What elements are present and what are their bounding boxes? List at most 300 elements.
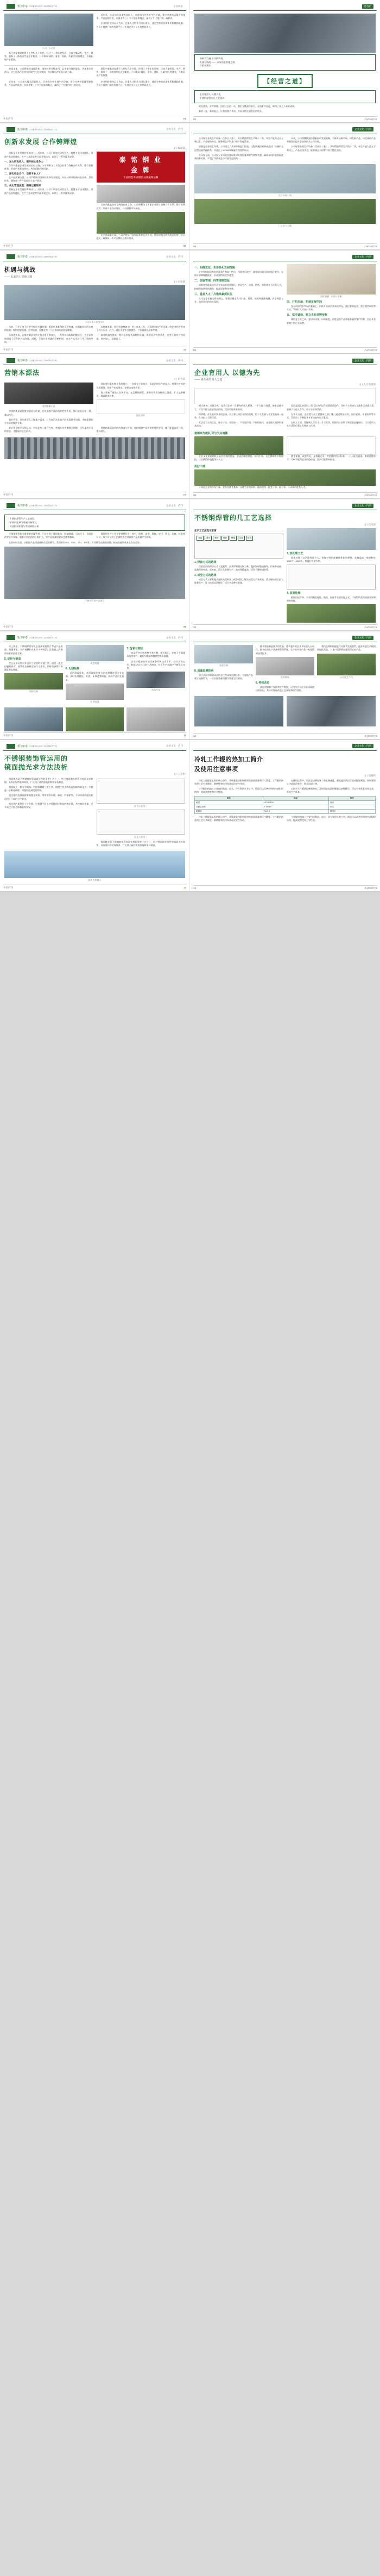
page-footer	[193, 116, 377, 121]
masthead-logo	[7, 358, 58, 363]
footer-right: ZHONGTAI	[364, 886, 377, 889]
figure-caption: 焊接设备	[29, 690, 38, 693]
footer-left: 中泰内刊	[3, 886, 13, 889]
photo-welding-line	[287, 528, 376, 550]
paragraph: 在产品质量方面，公司严格执行国家标准和行业规范，从原材料采购到成品出库，层层把关，确保每一件产品都符合客户要求。	[4, 176, 93, 183]
logo-mark	[7, 744, 15, 749]
footer-right: ZHONGTAI	[364, 117, 377, 121]
page-number: 04	[193, 245, 197, 248]
running-head	[193, 126, 377, 134]
logo-mark	[7, 503, 15, 508]
section-badge: 企业文化 · 内刊	[352, 127, 373, 131]
figure-caption: 检测仪器	[90, 700, 99, 703]
figure-caption: 成品库区	[151, 688, 161, 692]
paragraph: 在产品质量方面，公司严格执行国家标准和行业规范，从原材料采购到成品出库，层层把关，确保每一件产品都符合客户要求。	[96, 233, 185, 240]
masthead-logo	[7, 254, 58, 259]
page-body	[190, 365, 380, 498]
photo-office-building	[194, 199, 376, 224]
spread-4	[0, 354, 380, 499]
photo-line-3	[126, 707, 185, 731]
section-badge: 企业文化 · 内刊	[352, 744, 373, 748]
paragraph: 公司现有各类生产设备二百余台（套），其中精密焊管生产线十二条，年生产能力达五万吨以上，产品规格齐全，能够满足不同客户的个性化需求。	[287, 145, 376, 152]
table-cell: ≥ 15mm	[263, 805, 328, 809]
photo-product	[97, 185, 186, 203]
section-heading: 6. 无损检测	[65, 667, 80, 671]
flow-step: 检验	[246, 536, 253, 541]
paragraph: 抛光轮的选择直接影响抛光效果。常用的有布轮、麻轮、纤维轮等，不同材质的抛光轮适用于不同的工序阶段。	[4, 794, 93, 800]
section-badge: 企业文化 · 内刊	[352, 504, 373, 508]
page-number: 02	[193, 117, 197, 121]
figure-caption: 不锈钢管材产品展示	[85, 599, 105, 602]
footer-left: 中泰内刊	[3, 348, 13, 352]
photo-dance-silhouette	[287, 436, 376, 455]
page-body	[0, 261, 189, 353]
paragraph: 在育人方面，企业要为员工提供成长的土壤。通过师徒结对、岗位轮换、专题培训等方式，帮助员工不断提升专业技能和综合素质。	[287, 412, 376, 419]
diagram-title: 生产工艺流程示意图	[194, 529, 217, 532]
page-number: 09	[183, 625, 186, 629]
page-05	[0, 250, 190, 353]
byline: 文 / 编辑部	[173, 147, 185, 150]
paragraph: 德才兼备、以德为先，是我们企业一贯坚持的用人标准。一个人能力再强，如果品德有亏，不仅不能为企业创造价值，反而可能带来损害。	[194, 404, 283, 411]
figure-caption: 团队协作	[136, 414, 145, 417]
page-number: 10	[193, 626, 197, 629]
paragraph: 第三要善于借助工具和平台。在互联网时代，要充分利用各种线上渠道，扩大品牌曝光，提高获客效率。	[96, 391, 185, 397]
flow-step: 校平	[205, 536, 212, 541]
byline: 文 / 技术部	[364, 523, 376, 526]
paragraph: 营销的本质是价值的创造与传递。任何脱离产品价值的营销手段，都只能是昙花一现，难以持久。	[4, 410, 93, 416]
section-badge: 企业文化 · 内刊	[352, 255, 373, 259]
photo-handshake	[194, 14, 376, 53]
paragraph: 其次要注重长期关系的建立。一次成交不是终点，而是长期合作的起点。要通过持续的优质服务，把客户变成朋友，把朋友变成伙伴。	[96, 383, 185, 389]
table-header: 项目	[195, 796, 263, 800]
section-heading: 用好干部	[194, 465, 206, 468]
publication-name: 浙江中泰	[17, 128, 28, 131]
table-cell: 淬硬层深度	[195, 805, 263, 809]
flow-step: 纵剪	[213, 536, 220, 541]
figure-caption: 公司厂区全景	[42, 47, 55, 49]
paragraph: 定径是保证管材外径尺寸精度的关键工序。通过一组定径辊的挤压，使管坯达到规定的尺寸要求，同时改善管材的圆度和直线度。	[4, 661, 63, 672]
figure-caption: 营销策略示意	[42, 405, 55, 408]
paragraph: 近年来，公司加大技术改造投入，引进国内外先进生产设备，建立完善的质量管理体系，产品远销欧美、东南亚等三十多个国家和地区，赢得了广大客户的一致好评。	[4, 80, 93, 87]
publication-name-en: ZHEJIANG ZHONGTAI	[29, 744, 58, 748]
page-09	[0, 499, 190, 630]
page-footer	[3, 624, 186, 629]
page-number: 08	[193, 494, 197, 497]
running-head	[3, 502, 186, 510]
page-number: 11	[183, 734, 186, 737]
page-body	[190, 134, 380, 237]
paragraph: 我们也将积极跟进行业技术发展趋势，逐步推进生产线的智能化改造，为客户提供更加优质稳定的产品。	[317, 645, 376, 651]
photo-products	[287, 696, 376, 726]
spec-table	[194, 796, 376, 814]
page-footer	[3, 347, 186, 352]
running-head	[193, 2, 377, 11]
photo-factory	[4, 14, 93, 46]
paragraph: 合作共赢是企业发展的必由之路。公司积极与上下游企业建立战略合作关系，整合资源优势，形成产业联动效应，共同抵御市场风险。	[4, 164, 93, 170]
section-badge: 卷首语	[362, 4, 374, 9]
paragraph: 焊管的生产工艺主要包括开卷、校平、纵剪、成型、焊接、定径、矫直、切断、检验等环节。每个环节的工艺参数都会对最终产品质量产生影响。	[96, 532, 185, 539]
article-title: 机遇与挑战	[4, 267, 36, 274]
paragraph: 采用涡流探伤、超声波探伤等方法对焊缝进行全长检测，及时发现裂纹、夹渣、未焊透等缺陷，确保产品内在质量。	[65, 672, 124, 681]
paragraph: 随着智能制造技术的发展，越来越多的企业开始引入自动化、数字化的生产装备和管理系统，生产效率和产品一致性得到显著提升。	[256, 645, 314, 655]
section-heading: 2. 成型方式的选择	[194, 573, 217, 577]
footer-left: 中泰内刊	[3, 734, 13, 737]
page-02	[190, 0, 380, 122]
byline: 文 / 人力资源部	[359, 383, 376, 386]
spread-3	[0, 250, 380, 354]
paragraph: 从机遇来看，国家对制造业的支持力度不断加大，一系列扶持政策相继出台，为企业发展创造了良好的外部环境。同时，下游应用领域的不断拓展，也为产品市场打开了新的空间。	[4, 334, 93, 343]
section-heading: 五、坚守诚信，树立良好品牌形象	[287, 314, 328, 317]
table-cell: 硬度	[195, 800, 263, 805]
toc-box	[194, 54, 376, 71]
page-number: 03	[183, 245, 186, 248]
page-footer	[193, 243, 377, 248]
subheading: 三、优化管理流程，提高运营效率	[4, 184, 41, 187]
logo-mark	[7, 4, 15, 9]
footer-right: ZHONGTAI	[364, 626, 377, 629]
photo-line-1	[4, 707, 63, 731]
table-header: 备注	[328, 796, 375, 800]
publication-name: 浙江中泰	[17, 5, 28, 8]
page-body	[190, 11, 380, 122]
brand-line-2: 金 牌	[131, 166, 151, 174]
section-heading: 9. 持续改进	[256, 681, 270, 685]
figure-caption: 抛光示意图二	[134, 835, 148, 838]
page-14	[190, 740, 380, 891]
section-heading: 8. 质量追溯体系	[194, 669, 214, 673]
photo-farm	[194, 469, 376, 486]
paragraph: 从挑战来看，原材料价格波动、用工成本上升、环保要求趋严等因素，给企业经营带来了较大压力。此外，同行业竞争日趋激烈，产品同质化现象严重。	[96, 325, 185, 332]
logo-mark	[7, 358, 15, 363]
photo-interview	[4, 285, 185, 320]
page-footer	[193, 733, 377, 737]
page-footer	[193, 492, 377, 497]
paragraph: 所谓德，首先是对事业的忠诚。员工要认同企业的价值观，把个人发展与企业发展统一起来，在岗位上尽职尽责。	[194, 412, 283, 419]
paragraph: 建立从原材料到成品的全过程质量追溯体系，为每批产品建立质量档案，一旦出现质量问题可快速定位原因。	[194, 674, 253, 680]
footer-left: 中泰内刊	[3, 117, 13, 120]
section-heading: 四、开拓市场，拓展发展空间	[287, 300, 322, 304]
head-section: 企业文化 · 内刊	[166, 255, 183, 258]
running-head	[193, 634, 377, 642]
paragraph: 不锈钢焊管作为重要的金属管材，广泛应用于建筑装饰、机械制造、石油化工、食品医药等众多领域。随着应用范围的不断扩大，对产品质量的要求也越来越高。	[4, 532, 93, 539]
masthead-logo	[7, 4, 58, 9]
brand-line-3: 专业制造不锈钢管 品质赢得信赖	[123, 176, 159, 179]
publication-name: 浙江中泰	[17, 504, 28, 508]
page-body	[0, 751, 189, 891]
page-body	[0, 642, 189, 739]
section-heading: 3. 热处理工艺	[287, 551, 303, 555]
article-title-2: 及使用注意事项	[194, 766, 238, 773]
page-body	[0, 134, 189, 249]
spread-2	[0, 123, 380, 250]
table-row	[195, 800, 376, 805]
paragraph: 工作辊的热加工主要包括锻造、退火、淬火和回火等工序。锻造可以改善材料的内部组织结构，提高致密度和力学性能。	[287, 815, 376, 822]
publication-name-en: ZHEJIANG ZHONGTAI	[29, 255, 58, 259]
paragraph: 诚信是立业之本。要以诚待客、以质取胜，用优质的产品和服务赢得客户信赖，打造具有影响力的行业品牌。	[287, 318, 376, 324]
page-body	[190, 261, 380, 334]
publication-name: 浙江中泰	[17, 636, 28, 640]
paragraph: 面对机遇与挑战，我们必须保持清醒的头脑，既要看到有利条件，也要正视存在的困难，坚定信心，迎难而上。	[96, 334, 185, 340]
subheading: 二、深化校企合作，培育专业人才	[4, 172, 41, 176]
page-footer	[3, 492, 186, 497]
paragraph: 根据用途不同，可采用酸洗钝化、抛光、拉丝等表面处理方式，以获得所需的表面效果和耐蚀性能。	[287, 596, 376, 603]
photo-pipe-stack	[4, 547, 185, 599]
bullet-item: · 不锈钢焊管生产工艺流程	[8, 517, 35, 521]
toc-item[interactable]: · 创新求发展 合作铸辉煌	[198, 57, 223, 60]
paragraph: 固溶处理可以消除焊接应力，恢复材料的耐腐蚀性能和塑性。处理温度一般控制在1050℃～1120℃，保温后快速冷却。	[287, 556, 376, 562]
section-heading: 二、加强管理，向管理要效益	[194, 279, 230, 283]
paragraph: 目前常用的焊接方式有氩弧焊、高频焊和激光焊三种。氩弧焊焊缝质量好，但效率较低；高频焊效率高、成本低，适合大批量生产；激光焊精度高，适用于薄壁精密管。	[194, 565, 283, 571]
diagram-polish-1	[97, 779, 186, 804]
page-13	[0, 740, 190, 891]
photo-people-silhouette	[194, 388, 376, 404]
publication-name: 浙江中泰	[17, 744, 28, 748]
section-heading: 7. 包装与储运	[126, 647, 143, 651]
article-subtitle: —— 谈企业的用人之道	[194, 378, 223, 382]
footer-left: 中泰内刊	[3, 493, 13, 497]
paragraph: 最后要不断学习和总结。市场在变，客户在变，营销方法也要随之调整。只有保持学习的状态，才能始终走在前列。	[4, 427, 93, 433]
figure-caption: 货架存储	[219, 664, 228, 667]
toc-item[interactable]: · 企业育用人 以德为先	[198, 93, 221, 96]
page-footer	[193, 885, 377, 889]
photo-testing	[66, 684, 124, 700]
page-number: 14	[193, 886, 197, 889]
paragraph: 当前，行业正处于转型升级的关键时期，既面临着难得的发展机遇，也面临着前所未有的挑战。如何把握机遇、应对挑战，是摆在每一个企业面前的重要课题。	[4, 325, 93, 332]
running-head	[3, 253, 186, 261]
photo-racking	[194, 645, 253, 663]
section-heading: 一、明确定位，走差异化发展道路	[194, 266, 236, 270]
page-footer	[3, 116, 186, 121]
toc-item[interactable]: · 机遇与挑战 —— 未来的七彩地之路	[198, 60, 235, 64]
page-footer	[3, 243, 186, 248]
figure-caption: 生产车间一角	[278, 194, 292, 197]
paragraph: 企业始终坚持以人为本，注重人才培养与团队建设，通过完善的培训体系和激励机制，为员工提供广阔的发展平台，实现企业与员工的共同成长。	[96, 80, 185, 87]
publication-name-en: ZHEJIANG ZHONGTAI	[29, 636, 58, 640]
running-head	[3, 634, 186, 642]
paragraph: 创新是企业发展的不竭动力。近年来，公司不断加大研发投入，组建专业技术团队，围绕产品结构优化、生产工艺改进等方面开展攻关，取得了一系列技术成果。	[4, 152, 93, 158]
page-08	[190, 354, 380, 498]
paragraph: 质量是企业的生命线。公司建立了从原材料进厂检验、过程质量控制到成品出厂检测的全过程质量管理体系，并通过了ISO9001质量管理体系认证。	[194, 145, 283, 152]
figure-caption: 抛光示意图一	[134, 804, 148, 807]
byline: 文 / 工艺组	[173, 772, 185, 775]
paragraph: 冷轧工作辊是轧机的核心部件，其质量直接影响板材的表面质量和尺寸精度。工作辊的热处理工艺对其硬度、耐磨性和使用寿命起决定性作用。	[194, 815, 283, 822]
publication-name: 浙江中泰	[17, 359, 28, 363]
photo-pipes	[4, 437, 185, 459]
paragraph: 德才兼备、以德为先，是我们企业一贯坚持的用人标准。一个人能力再强，如果品德有亏，不仅不能为企业创造价值，反而可能带来损害。	[287, 454, 376, 461]
photo-emblem	[194, 436, 283, 455]
article-subtitle: —— 未来的七彩地之路	[4, 275, 33, 279]
photo-workshop	[194, 164, 376, 193]
publication-name-en: ZHEJIANG ZHONGTAI	[29, 128, 58, 131]
photo-team-silhouette	[97, 399, 186, 413]
page-04	[190, 123, 380, 249]
flow-step: 定径	[238, 536, 245, 541]
page-10	[190, 499, 380, 630]
photo-line-2	[66, 707, 124, 731]
footer-right: ZHONGTAI	[364, 245, 377, 248]
footer-right: ZHONGTAI	[364, 494, 377, 497]
page-footer	[3, 885, 186, 889]
paragraph: 定期对工作辊进行磨削修复，及时清除表面的微裂纹和硬化层，可以有效延长使用寿命，降低生产成本。	[287, 787, 376, 794]
page-number: 05	[183, 348, 186, 352]
spread-6	[0, 631, 380, 740]
publication-name-en: ZHEJIANG ZHONGTAI	[29, 504, 58, 507]
paragraph: 新的一年，新的起点。让我们携手并肩，共同开创更加美好的明天。	[199, 109, 264, 112]
running-head	[193, 356, 377, 365]
section-heading: 三、重视人才，打造高素质队伍	[194, 292, 233, 296]
logo-mark	[7, 635, 15, 640]
bullet-item: · 成品检验标准与常见缺陷分析	[8, 524, 39, 528]
article-title: 不锈钢焊管的几工艺选择	[194, 514, 273, 522]
paragraph: 镜面抛光是不锈钢装饰管表面处理的重要工艺之一，经过镜面抛光的管材表面光亮如镜，具有很好的装饰效果，广泛用于高档建筑装饰和家具制造。	[96, 840, 185, 847]
table-cell: 单边	[328, 805, 375, 809]
article-title-2: 镜面抛光求方法浅析	[4, 763, 68, 772]
page-number: 13	[183, 886, 186, 889]
flow-diagram	[194, 534, 283, 559]
byline: 文 / 市场部	[173, 280, 185, 284]
photo-chess	[287, 264, 376, 294]
page-01	[0, 0, 190, 122]
running-head	[3, 126, 186, 134]
table-cell: 粗糙度	[195, 809, 263, 813]
paragraph: 创新是企业发展的不竭动力。近年来，公司不断加大研发投入，组建专业技术团队，围绕产品结构优化、生产工艺改进等方面开展攻关，取得了一系列技术成果。	[4, 188, 93, 195]
paragraph: 展望未来，公司将继续深化改革，加快转型升级步伐，以更加开放的姿态、更加务实的作风，全力打造行业领先的现代化企业集团，为区域经济发展贡献力量。	[4, 67, 93, 73]
masthead-logo	[7, 503, 58, 508]
paragraph: 要在巩固现有市场的基础上，积极开拓国内外新兴市场，通过参加展会、建立销售网络等方式，不断扩大市场占有率。	[287, 305, 376, 311]
paragraph: 成品管材应按规格分类打捆，做好标识，存放于干燥通风的库房内，避免与酸碱等腐蚀性物质接触。	[126, 651, 186, 658]
paragraph: 在用人方面，要做到人尽其才、才尽其用。根据员工的特长和意愿安排岗位，让合适的人在合适的位置上发挥最大作用。	[287, 421, 376, 428]
section-badge: 企业文化 · 内刊	[352, 636, 373, 640]
article-title: 营销本源法	[4, 369, 40, 377]
bullet-item: · 原材料选择与质量控制要点	[8, 521, 37, 524]
page-number: 06	[193, 349, 197, 352]
paragraph: 精细化管理是提升企业效益的重要途径。要从生产、采购、销售、财务等各个环节入手，挖掘降本增效的潜力，提高资源利用效率。	[194, 284, 283, 290]
paragraph: 通过收集客户反馈和生产数据，运用统计方法分析质量波动的原因，有针对性地改进工艺参数和操作规程。	[256, 685, 314, 692]
spread-5	[0, 499, 380, 631]
paragraph: 公司现有各类生产设备二百余台（套），其中精密焊管生产线十二条，年生产能力达五万吨以上，产品规格齐全，能够满足不同客户的个性化需求。	[194, 136, 283, 143]
page-number: 12	[193, 734, 197, 737]
publication-name-en: ZHEJIANG ZHONGTAI	[29, 359, 58, 362]
flow-step: 成型	[221, 536, 229, 541]
paragraph: 在原材料方面，应根据产品用途选择合适的牌号。常用的有304、316L、201、430等，不同牌号在耐腐蚀性、机械性能和成本上存在差异。	[9, 541, 142, 544]
subheading: 一、加大研发投入，提升核心竞争力	[4, 160, 43, 163]
technical-figure	[287, 565, 376, 590]
paragraph: 浙江中泰集团始建于上世纪九十年代，经过二十余年的发展，已成为集研发、生产、销售、服务于一体的现代化企业集团。公司秉承“诚信、务实、创新、共赢”的经营理念，不断拓展产业版图。	[4, 52, 93, 61]
paragraph: 营销的本质是价值的创造与传递。任何脱离产品价值的营销手段，都只能是昙花一现，难以持久。	[96, 427, 185, 433]
page-footer	[193, 624, 377, 629]
figure-caption: 自动化生产线	[340, 675, 353, 679]
byline: 文 / 设备科	[364, 774, 376, 777]
table-cell: HS 90-100	[263, 800, 328, 805]
paragraph: 抛光膏的使用也十分关键。应根据不同工序选择相应粒度的抛光膏，并控制好用量，过多或过少都会影响最终效果。	[4, 802, 93, 808]
paragraph: 在环保方面，公司投入专项资金建设废水处理设施和废气收集装置，确保各项排放指标达到国家标准，实现了经济效益与环境效益的统一。	[194, 153, 283, 160]
table-cell: Ra 0.4	[263, 809, 328, 813]
paragraph: 在使用过程中，应注意控制轧制力和轧制速度，避免超负荷运行造成辊面剥落。同时要保证冷却润滑充分，防止局部过热。	[287, 779, 376, 786]
head-section: 企业风采	[173, 4, 183, 8]
paragraph: 综上所述，不锈钢焊管的工艺选择需要综合考虑产品用途、质量要求、生产规模和成本等多种因素，没有放之四海而皆准的最优方案。	[4, 645, 63, 655]
paragraph: 人才是企业最宝贵的财富。要建立健全人才引进、培养、使用和激励机制，营造尊重人才、崇尚创新的良好氛围。	[194, 297, 283, 304]
table-row	[195, 809, 376, 813]
toc-item[interactable]: · 营销本源法	[198, 64, 211, 67]
photo-forming-unit	[66, 645, 124, 661]
paragraph: 企业文化建设的核心是价值观的塑造。要通过制度规范、榜样引领、文化熏陶等多种途径，让正确的价值观深入人心。	[194, 454, 283, 461]
photo-plant-wide	[194, 696, 283, 726]
page-number: 01	[183, 117, 186, 120]
section-heading: 5. 定径与矫直	[4, 657, 21, 661]
spread-1	[0, 0, 380, 123]
figure-caption: 厂区办公大楼	[278, 224, 292, 228]
page-body	[0, 510, 189, 612]
photo-yard	[256, 657, 314, 675]
toc-item[interactable]: · 不锈钢焊管的几工艺选择	[198, 96, 225, 99]
figure-caption: 镜面效果展示	[88, 878, 102, 881]
photo-automation	[317, 654, 376, 675]
article-title: 不锈钢装饰管运用的	[4, 754, 68, 762]
running-head	[3, 356, 186, 365]
figure-caption: 管材堆场	[281, 675, 289, 679]
figure-caption: 公司负责人接受采访	[85, 321, 105, 324]
footer-left: 中泰内刊	[3, 245, 13, 248]
photo-welder	[4, 673, 63, 690]
diagram-polish-2	[97, 810, 186, 835]
running-head	[193, 742, 377, 751]
head-section: 企业文化 · 内刊	[166, 504, 183, 507]
paragraph: 企业始终坚持以人为本，注重人才培养与团队建设，通过完善的培训体系和激励机制，为员工提供广阔的发展平台，实现企业与员工的共同成长。	[96, 22, 185, 28]
article-title: 企业育用人 以德为先	[194, 369, 261, 377]
head-section: 企业文化 · 内刊	[166, 128, 183, 131]
running-head	[193, 502, 377, 510]
paragraph: 镜面抛光是不锈钢装饰管表面处理的重要工艺之一，经过镜面抛光的管材表面光亮如镜，具有很好的装饰效果，广泛用于高档建筑装饰和家具制造。	[4, 777, 93, 784]
paragraph: 浙江中泰集团始建于上世纪九十年代，经过二十余年的发展，已成为集研发、生产、销售、服务于一体的现代化企业集团。公司秉承“诚信、务实、创新、共赢”的经营理念，不断拓展产业版图。	[96, 67, 185, 77]
paragraph: 镜面抛光一般分为粗抛、中抛和精抛三道工序。粗抛主要去除表面划痕和氧化皮；中抛进一步细化纹理；精抛则达到镜面效果。	[4, 785, 93, 792]
toc-box-2	[194, 90, 376, 103]
masthead-logo	[7, 744, 58, 749]
running-head	[3, 2, 186, 11]
table-row	[195, 805, 376, 809]
paragraph: 其次是为人的正直。诚实守信、表里如一，不弄虚作假、不投机取巧，这是做人做事的基本底线。	[194, 421, 283, 428]
photo-warehouse	[126, 672, 185, 688]
figure-caption: 成型机组	[90, 662, 99, 665]
magazine-page	[0, 0, 380, 892]
section-heading: 道德观与团队 可与天共道德	[194, 431, 228, 435]
paragraph: 再次是团队的意识。现代企业的运作依靠团队协作，任何个人英雄主义都难以成就大事。要善于与他人合作，乐于分享和帮助。	[287, 404, 376, 411]
footer-right: ZHONGTAI	[364, 734, 377, 737]
running-head	[3, 742, 186, 751]
table-cell: 表面	[328, 800, 375, 805]
section-heading: 4. 表面处理	[287, 591, 301, 595]
head-section: 企业文化 · 内刊	[166, 636, 183, 639]
logo-mark	[7, 127, 15, 132]
paragraph: 干部是企业的中坚力量。要坚持德才兼备、以德为先的原则，选拔使用一批想干事、能干事、干成事的优秀人才。	[199, 485, 307, 488]
photo-equipment	[287, 604, 376, 623]
page-body	[190, 751, 380, 831]
page-11	[0, 631, 190, 739]
logo-mark	[7, 254, 15, 259]
page-footer	[193, 347, 377, 352]
flow-step: 焊接	[230, 536, 237, 541]
photo-strategy	[4, 383, 93, 404]
page-body	[0, 11, 189, 97]
page-06	[190, 250, 380, 353]
running-head	[193, 253, 377, 261]
page-03	[0, 123, 190, 249]
publication-name-en: ZHEJIANG ZHONGTAI	[29, 5, 58, 8]
brand-line-1: 泰 铭 钢 业	[119, 156, 162, 164]
head-section: 企业文化 · 内刊	[166, 744, 183, 748]
paragraph: 成型方式主要有辊式连续成型和压力成型两类。辊式成型生产效率高，适合规格固定的大批量生产；压力成型灵活性好，适合多品种小批量。	[194, 578, 283, 585]
page-body	[190, 642, 380, 734]
table-header: 指标	[263, 796, 328, 800]
